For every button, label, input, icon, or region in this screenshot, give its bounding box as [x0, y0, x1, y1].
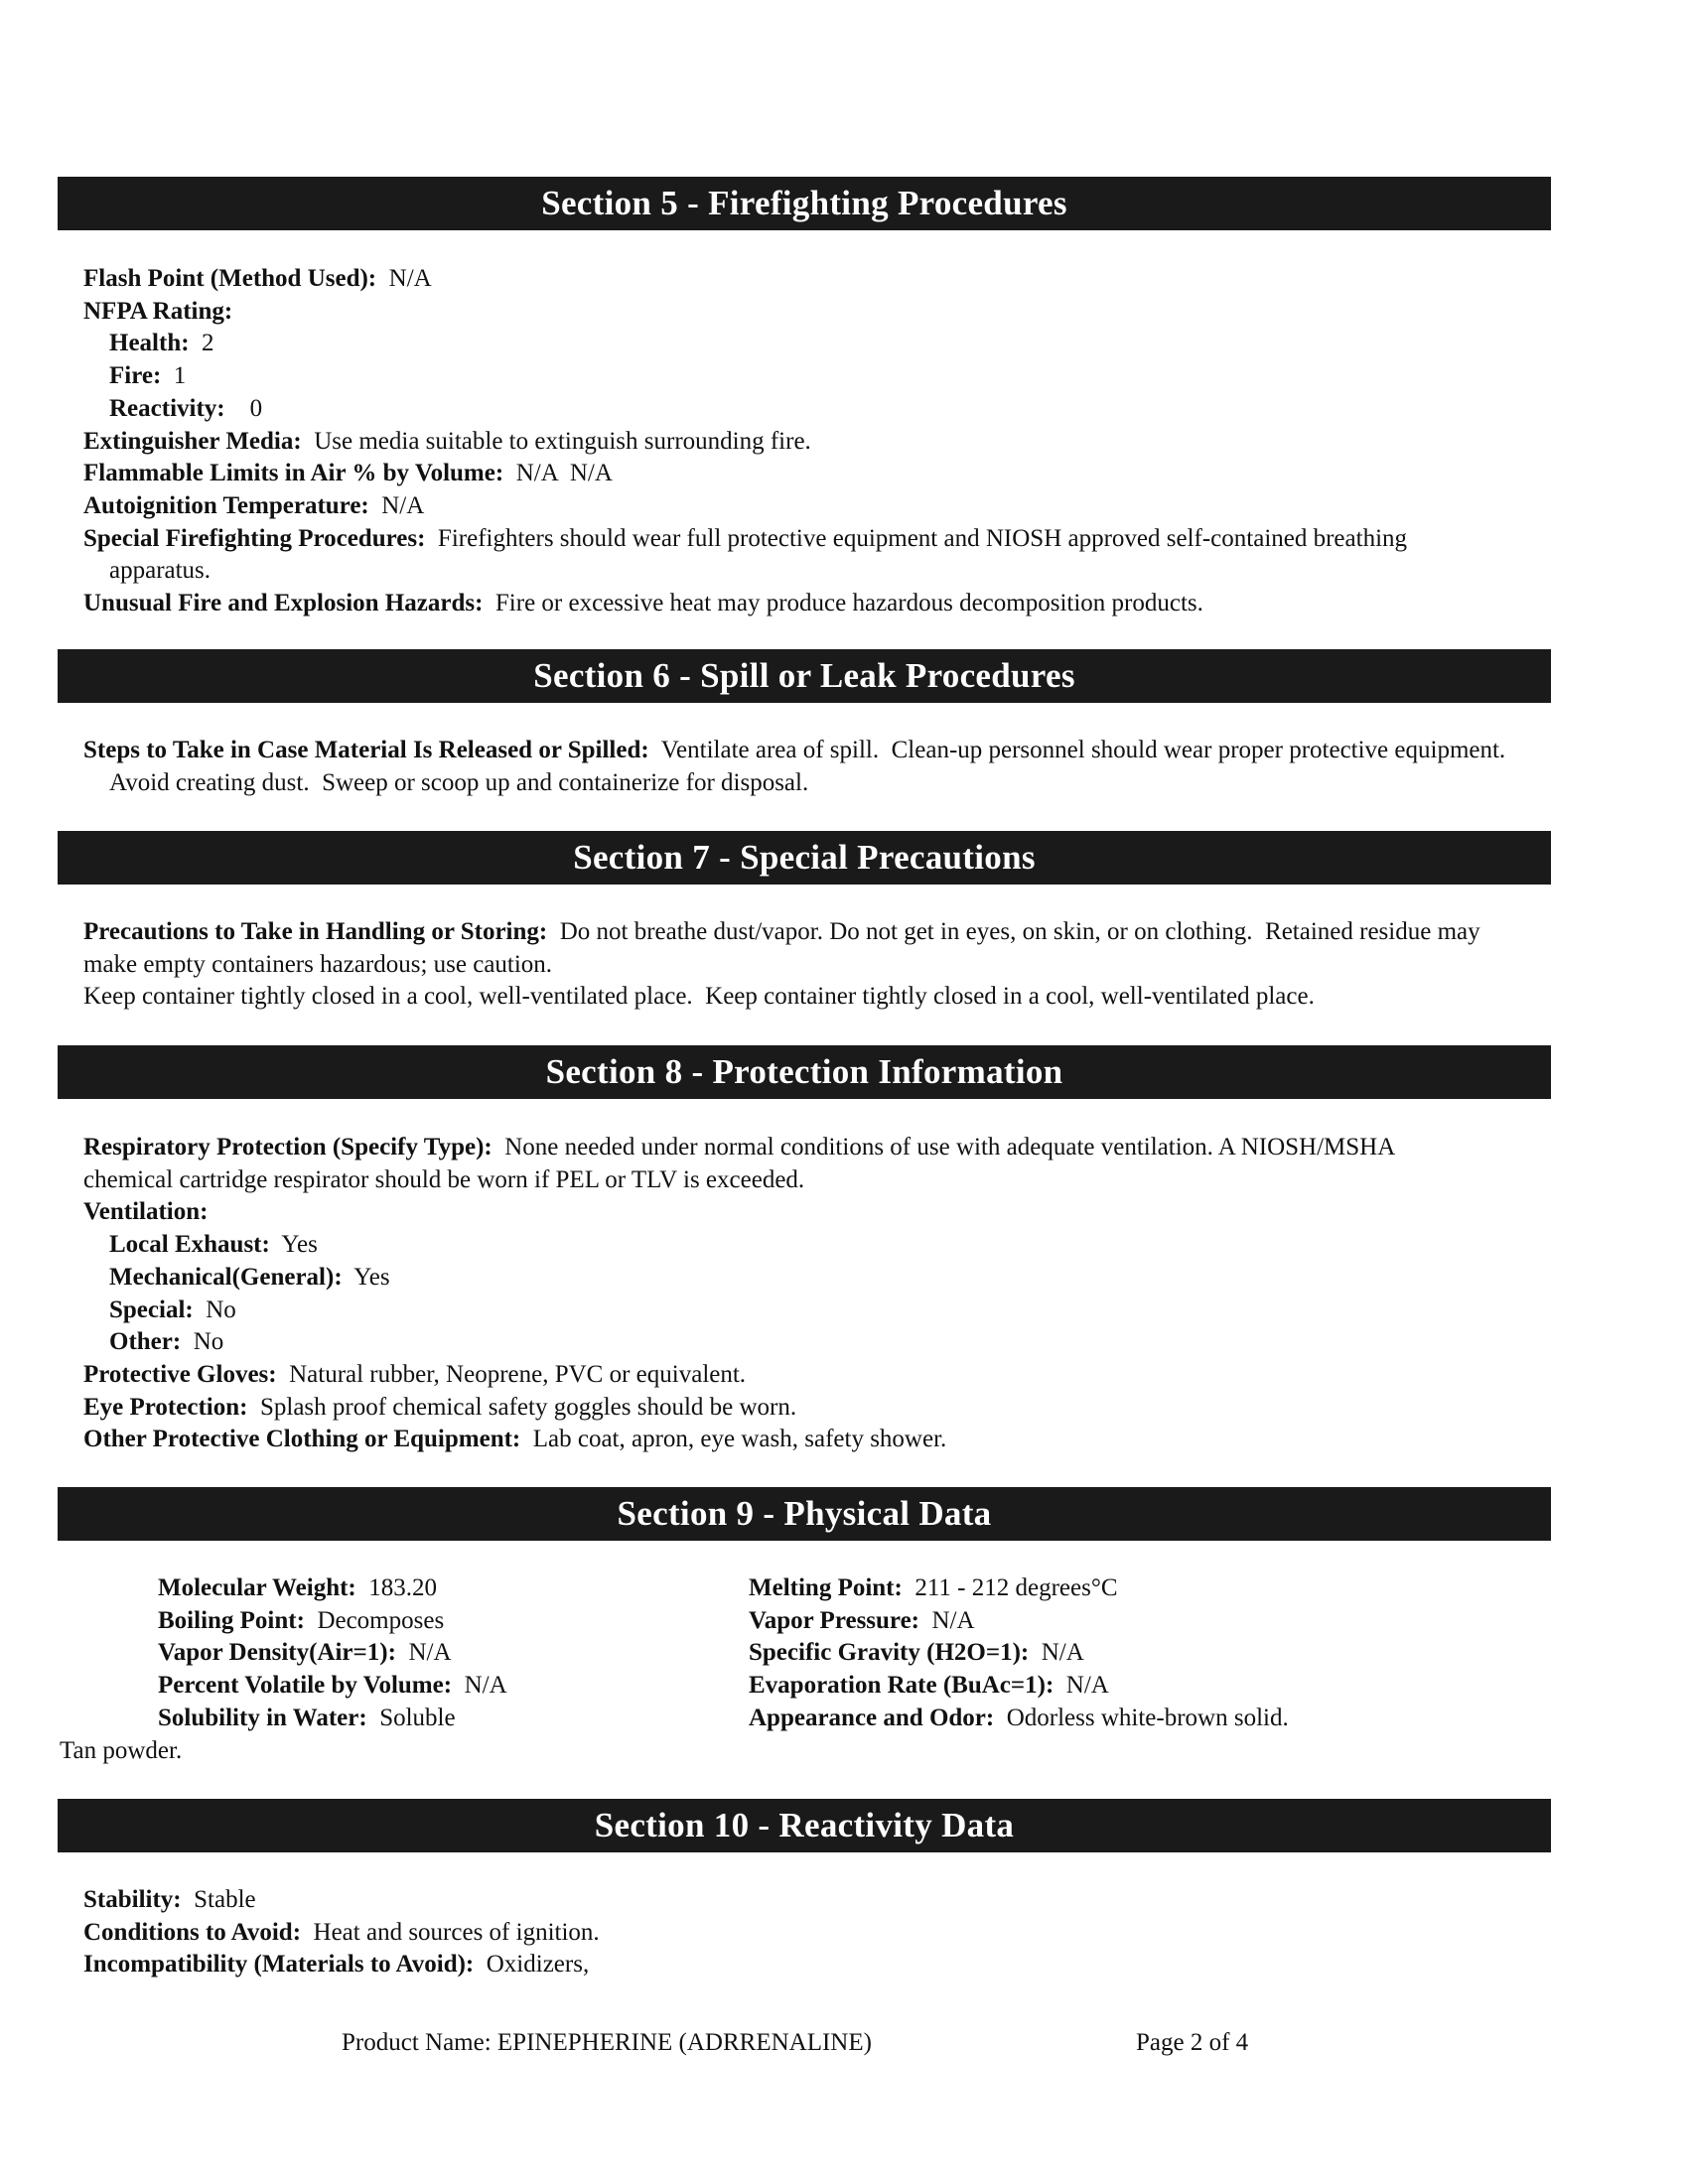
eye-protection-label: Eye Protection: [83, 1393, 248, 1421]
boiling-point-label: Boiling Point: [158, 1606, 305, 1634]
fire-value: 1 [173, 362, 187, 390]
section-10-header [58, 1799, 1551, 1852]
section-10-title: Section 10 - Reactivity Data [594, 1806, 1015, 1844]
section-9-title: Section 9 - Physical Data [617, 1494, 992, 1533]
solubility-label: Solubility in Water: [158, 1704, 367, 1731]
section-5-header [58, 177, 1551, 230]
section-6-body [83, 735, 1553, 799]
boiling-point-value: Decomposes [317, 1606, 445, 1634]
respiratory-label: Respiratory Protection (Specify Type): [83, 1134, 492, 1160]
mechanical-value: Yes [353, 1263, 390, 1291]
extinguisher-value: Use media suitable to extinguish surrounding fire. [314, 427, 811, 455]
footer-page-number: Page 2 of 4 [1136, 2029, 1249, 2056]
extinguisher-label: Extinguisher Media: [83, 427, 302, 455]
section-10-body [83, 1884, 1553, 1981]
flammable-value: N/A N/A [515, 460, 613, 487]
flammable-label: Flammable Limits in Air % by Volume: [83, 460, 504, 487]
molecular-weight-label: Molecular Weight: [158, 1574, 356, 1601]
spill-steps-label: Steps to Take in Case Material Is Released or Spilled: [83, 737, 649, 763]
flash-point-value: N/A [388, 265, 432, 292]
health-label: Health: [109, 330, 190, 357]
special-procedures-value: Firefighters should wear full protective equipment and NIOSH approved self-contained breathing apparatus. [109, 524, 1408, 585]
gloves-value: Natural rubber, Neoprene, PVC or equivalent. [289, 1360, 747, 1388]
fire-label: Fire: [109, 362, 162, 390]
evaporation-rate-label: Evaporation Rate (BuAc=1): [749, 1672, 1055, 1700]
mechanical-label: Mechanical(General): [109, 1263, 343, 1291]
respiratory-value: None needed under normal conditions of use with adequate ventilation. A NIOSH/MSHA chemical cartridge respirator should be worn if PEL or TLV is exceeded. [83, 1134, 1394, 1193]
physical-data-left [158, 1572, 507, 1735]
section-8-title: Section 8 - Protection Information [545, 1052, 1063, 1091]
section-6-header [58, 649, 1551, 703]
eye-protection-value: Splash proof chemical safety goggles should be worn. [259, 1393, 797, 1421]
section-8-body [83, 1132, 1553, 1456]
section-5-body [83, 263, 1553, 620]
other-clothing-label: Other Protective Clothing or Equipment: [83, 1426, 521, 1453]
vapor-pressure-label: Vapor Pressure: [749, 1606, 919, 1634]
molecular-weight-value: 183.20 [368, 1574, 437, 1601]
appearance-label: Appearance and Odor: [749, 1704, 995, 1731]
autoignition-value: N/A [381, 491, 425, 519]
section-9-header [58, 1487, 1551, 1541]
handling-storage-line: Keep container tightly closed in a cool, well-ventilated place. Keep container tightly closed in a cool, well-ventilated place. [83, 983, 1315, 1011]
physical-data-right [749, 1572, 1289, 1735]
special-vent-label: Special: [109, 1296, 194, 1323]
local-exhaust-label: Local Exhaust: [109, 1231, 270, 1259]
reactivity-value: 0 [249, 394, 263, 422]
spill-steps-value: Ventilate area of spill. Clean-up personnel should wear proper protective equipment. Avoid creating dust. Sweep or scoop up and containerize for disposal. [109, 737, 1517, 796]
physical-data-extra: Tan powder. [60, 1737, 183, 1764]
flash-point-label: Flash Point (Method Used): [83, 265, 377, 292]
section-8-header [58, 1045, 1551, 1099]
unusual-hazards-label: Unusual Fire and Explosion Hazards: [83, 590, 484, 617]
other-vent-label: Other: [109, 1328, 182, 1356]
incompatibility-value: Oxidizers, [486, 1951, 590, 1979]
melting-point-value: 211 - 212 degrees°C [914, 1574, 1118, 1601]
gloves-label: Protective Gloves: [83, 1360, 277, 1388]
autoignition-label: Autoignition Temperature: [83, 491, 369, 519]
stability-label: Stability: [83, 1886, 182, 1913]
section-5-title: Section 5 - Firefighting Procedures [541, 184, 1067, 222]
other-clothing-value: Lab coat, apron, eye wash, safety shower. [532, 1426, 947, 1453]
handling-value: Do not breathe dust/vapor. Do not get in eyes, on skin, or on clothing. Retained residue may make empty containers hazardous; use caution. [83, 918, 1486, 978]
percent-volatile-value: N/A [464, 1672, 507, 1700]
solubility-value: Soluble [379, 1704, 456, 1731]
stability-value: Stable [194, 1886, 256, 1913]
reactivity-label: Reactivity: [109, 394, 225, 422]
section-7-header [58, 831, 1551, 885]
vapor-density-value: N/A [408, 1639, 452, 1667]
specific-gravity-label: Specific Gravity (H2O=1): [749, 1639, 1030, 1667]
nfpa-label: NFPA Rating: [83, 297, 233, 325]
local-exhaust-value: Yes [281, 1231, 318, 1259]
vapor-pressure-value: N/A [931, 1606, 975, 1634]
appearance-value: Odorless white-brown solid. [1006, 1704, 1289, 1731]
section-6-title: Section 6 - Spill or Leak Procedures [533, 656, 1075, 695]
ventilation-label: Ventilation: [83, 1198, 209, 1226]
specific-gravity-value: N/A [1041, 1639, 1084, 1667]
incompatibility-label: Incompatibility (Materials to Avoid): [83, 1951, 475, 1979]
conditions-value: Heat and sources of ignition. [313, 1918, 600, 1946]
other-vent-value: No [193, 1328, 224, 1356]
melting-point-label: Melting Point: [749, 1574, 903, 1601]
footer-product-name: Product Name: EPINEPHERINE (ADRRENALINE) [342, 2029, 872, 2056]
conditions-label: Conditions to Avoid: [83, 1918, 302, 1946]
handling-label: Precautions to Take in Handling or Storing: [83, 918, 548, 945]
section-7-title: Section 7 - Special Precautions [573, 838, 1036, 877]
percent-volatile-label: Percent Volatile by Volume: [158, 1672, 453, 1700]
special-vent-value: No [206, 1296, 236, 1323]
evaporation-rate-value: N/A [1065, 1672, 1109, 1700]
special-procedures-label: Special Firefighting Procedures: [83, 524, 426, 552]
vapor-density-label: Vapor Density(Air=1): [158, 1639, 396, 1667]
section-7-body [83, 916, 1553, 1014]
health-value: 2 [202, 330, 214, 357]
unusual-hazards-value: Fire or excessive heat may produce hazardous decomposition products. [494, 590, 1203, 617]
